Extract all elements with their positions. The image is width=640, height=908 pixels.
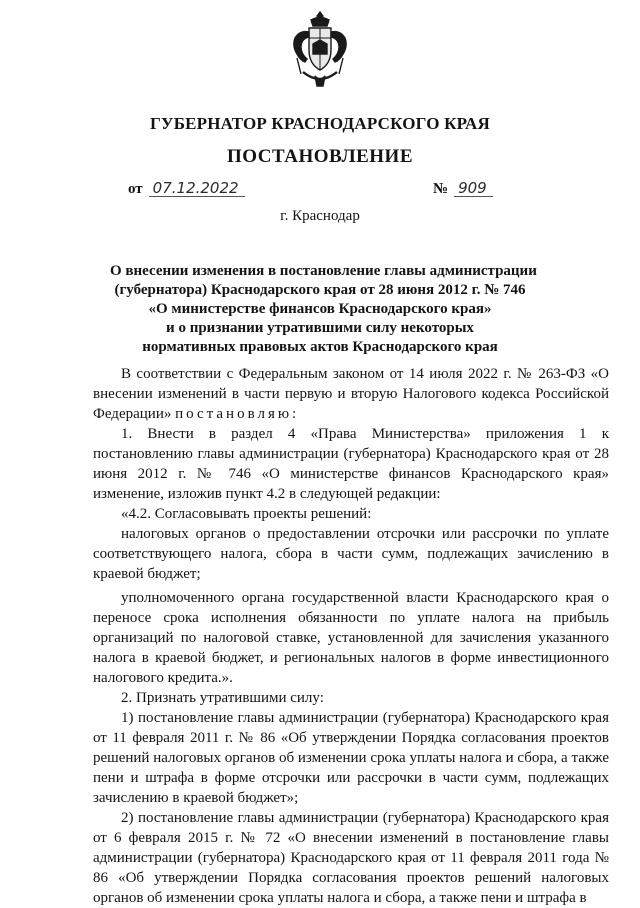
body-paragraph: 1. Внести в раздел 4 «Права Министерства» приложения 1 к постановлению главы администрации (губернатора) Краснодарского края от 28 июня 2012 г. № 746 «О министерстве финансов Краснодарского края» изменение, изложив пункт 4.2 в следующей редакции: [93,426,609,502]
body-paragraph: 2. Признать утратившими силу: [121,690,324,706]
number-prefix: № [433,181,449,197]
subject-line: «О министерстве финансов Краснодарского края» [148,301,492,317]
date-value: 07.12.2022 [149,180,245,197]
document-number [433,180,493,198]
body-paragraph: уполномоченного органа государственной власти Краснодарского края о переносе срока исполнения обязанности по уплате налога на прибыль организаций по налоговой ставке, установленной для зачисления указанного налога в краевой бюджет, и региональных налогов в форме инвестиционного налогового кредита.». [93,590,609,686]
body-paragraph [93,364,609,424]
document-body [93,364,609,908]
body-paragraph: 2) постановление главы администрации (губернатора) Краснодарского края от 6 февраля 2015 г. № 72 «О внесении изменений в постановление главы администрации (губернатора) Краснодарского края от 11 февраля 2011 года № 86 «Об утверждении Порядка согласования проектов решений налоговых органов об изменении срока уплаты налога и сбора, а также пени и штрафа в [93,810,609,906]
document-type: ПОСТАНОВЛЕНИЕ [226,146,414,167]
preamble-text: В соответствии с Федеральным законом от 14 июля 2022 г. № 263-ФЗ «О внесении изменений в части первую и вторую Налогового кодекса Российской Федерации» [93,366,609,422]
body-paragraph: 1) постановление главы администрации (губернатора) Краснодарского края от 11 февраля 2011 г. № 86 «Об утверждении Порядка согласования проектов решений налоговых органов об изменении срока уплаты налога и сбора, а также пени и штрафа в форме отсрочки или рассрочки в части сумм, подлежащих зачислению в краевой бюджет»; [93,710,609,806]
coat-of-arms-emblem [289,10,351,88]
number-value: 909 [454,180,493,197]
body-paragraph: налоговых органов о предоставлении отсрочки или рассрочки по уплате соответствующего налога, сбора в части сумм, подлежащих зачислению в краевой бюджет; [93,526,609,582]
date-prefix: от [128,181,143,197]
body-paragraph: «4.2. Согласовывать проекты решений: [121,506,372,522]
city: г. Краснодар [280,208,360,224]
decree-keyword: постановляю: [175,406,300,422]
subject-line: (губернатора) Краснодарского края от 28 июня 2012 г. № 746 [114,282,526,298]
subject-line: О внесении изменения в постановление главы администрации [110,263,537,279]
issuing-authority: ГУБЕРНАТОР КРАСНОДАРСКОГО КРАЯ [150,114,490,133]
document-subject [110,262,537,357]
document-date [128,180,245,198]
subject-line: нормативных правовых актов Краснодарского края [142,339,498,355]
subject-line: и о признании утратившими силу некоторых [166,320,474,336]
